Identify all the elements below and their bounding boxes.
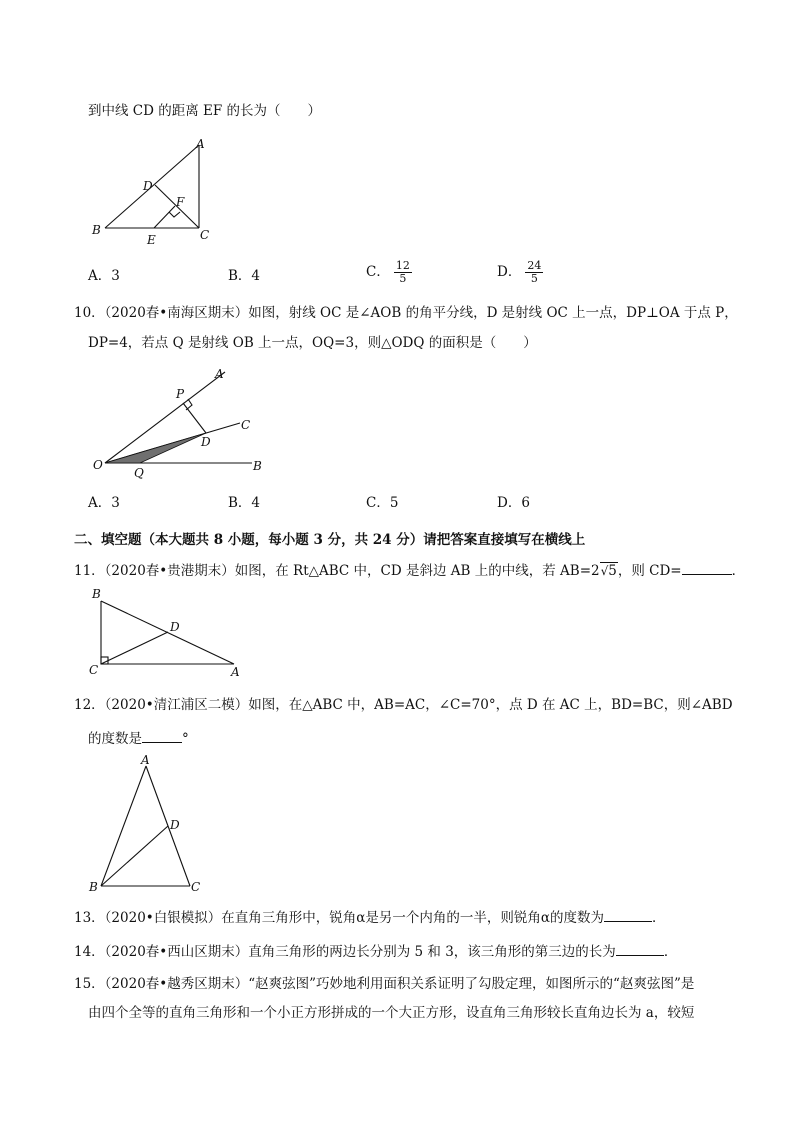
q13-answer-blank[interactable] (604, 907, 652, 922)
q11-question-line: 11．（2020春•贵港期末）如图，在 Rt△ABC 中，CD 是斜边 AB 上的中线，若 AB=2√5，则 CD= ． (74, 560, 745, 580)
q9-label-b: B (92, 223, 101, 237)
q11-label-c: C (89, 663, 99, 677)
q12-label-a: A (141, 753, 150, 767)
q11-sqrt-value: √5 (600, 563, 617, 579)
q9-label-a: A (196, 137, 205, 151)
q11-label-d: D (170, 620, 180, 634)
q9-option-d[interactable]: D． $\frac{24}{5}$ (497, 259, 542, 285)
q15-question-line-1: 15．（2020春•越秀区期末）“赵爽弦图”巧妙地利用面积关系证明了勾股定理，如图所示的“赵爽弦图”是 (74, 976, 695, 992)
q15-question-line-2: 由四个全等的直角三角形和一个小正方形拼成的一个大正方形，设直角三角形较长直角边长为 a，较短 (88, 1005, 695, 1021)
q10-question-line-2: DP=4，若点 Q 是射线 OB 上一点，OQ=3，则△ODQ 的面积是（ ） (88, 335, 537, 351)
q10-option-c[interactable]: C．5 (366, 495, 399, 511)
q9-option-a[interactable]: A．3 (88, 268, 120, 284)
q12-question-line-2: 的度数是 ° (88, 728, 189, 748)
q10-label-b: B (253, 459, 262, 473)
q10-label-q: Q (134, 466, 144, 480)
q10-label-d: D (201, 435, 211, 449)
q12-segment-bd (101, 826, 168, 886)
q9-option-c-fraction: $\frac{12}{5}$ (395, 259, 410, 285)
q10-label-p: P (176, 387, 185, 401)
q14-answer-blank[interactable] (616, 941, 664, 956)
section-fill-in-header: 二、填空题（本大题共 8 小题，每小题 3 分，共 24 分）请把答案直接填写在横线上 (74, 532, 586, 548)
q12-label-c: C (191, 880, 201, 894)
q9-option-c[interactable]: C． $\frac{12}{5}$ (366, 259, 410, 285)
q9-option-b[interactable]: B．4 (228, 268, 261, 284)
q9-option-d-fraction: $\frac{24}{5}$ (527, 259, 542, 285)
q10-option-a[interactable]: A．3 (88, 495, 120, 511)
q10-label-a: A (215, 367, 224, 381)
q9-label-d: D (143, 179, 153, 193)
q10-option-d[interactable]: D．6 (497, 495, 530, 511)
q10-label-o: O (93, 458, 103, 472)
q9-label-e: E (147, 233, 156, 247)
q10-question-line-1: 10．（2020春•南海区期末）如图，射线 OC 是∠AOB 的角平分线，D 是射线 OC 上一点，DP⊥OA 于点 P， (74, 305, 738, 321)
q12-question-line-1: 12．（2020•清江浦区二模）如图，在△ABC 中，AB=AC，∠C=70°，点 D 在 AC 上，BD=BC，则∠ABD (74, 697, 733, 713)
q10-option-b[interactable]: B．4 (228, 495, 261, 511)
q9-label-f: F (176, 195, 185, 209)
q11-label-a: A (231, 665, 240, 679)
q9-question-line: 到中线 CD 的距离 EF 的长为（ ） (88, 103, 322, 119)
q13-question-line: 13．（2020•白银模拟）在直角三角形中，锐角α是另一个内角的一半，则锐角α的度数为 ． (74, 907, 665, 927)
q11-label-b: B (92, 587, 101, 601)
q10-label-c: C (241, 418, 251, 432)
q14-question-line: 14．（2020春•西山区期末）直角三角形的两边长分别为 5 和 3，该三角形的第三边的长为 ． (74, 941, 677, 961)
q12-label-b: B (89, 880, 98, 894)
q9-label-c: C (200, 228, 210, 242)
q12-segment-ab (101, 766, 146, 886)
q12-label-d: D (170, 818, 180, 832)
